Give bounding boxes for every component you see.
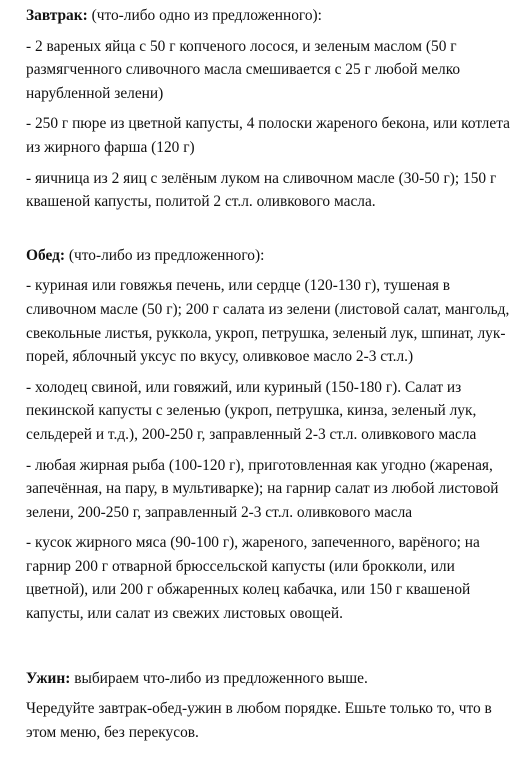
breakfast-option-3: - яичница из 2 яиц с зелёным луком на сливочном масле (30-50 г); 150 г квашеной капусты, политой 2 ст.л. оливкового масла. (26, 169, 497, 211)
lunch-option-2: - холодец свиной, или говяжий, или куриный (150-180 г). Салат из пекинской капусты с зеленью (укроп, петрушка, кинза, зеленый лук, сельдерей и т.д.), 200-250 г, заправленный 2-3 ст.л. оливкового масла (26, 378, 477, 443)
lunch-note: (что-либо из предложенного): (65, 246, 265, 264)
breakfast-option-2: - 250 г пюре из цветной капусты, 4 полоски жареного бекона, или котлета из жирного фарша (120 г) (26, 115, 510, 156)
section-spacer (26, 221, 519, 244)
breakfast-label: Завтрак: (26, 7, 88, 24)
lunch-option-1: - куриная или говяжья печень, или сердце (120-130 г), тушеная в сливочном масле (50 г); 200 г салата из зелени (листовой салат, мангольд, свекольные листья, руккола, укроп, петрушка, зеленый лук, шпинат, лук-порей, яблочный уксус по вкусу, оливковое масло 2-3 ст.л.) (26, 277, 510, 366)
dinner-label: Ужин: (26, 669, 71, 687)
lunch-option-4: - кусок жирного мяса (90-100 г), жареного, запеченного, варёного; на гарнир 200 г отварной брюссельской капусты (или брокколи, или цветной), или 200 г обжаренных колец кабачка, или 150 г квашеной капусты, или салат из свежих листовых овощей. (26, 534, 480, 623)
section-spacer (26, 633, 519, 667)
lunch-label: Обед: (26, 246, 66, 264)
lunch-heading (26, 244, 519, 268)
breakfast-note: (что-либо одно из предложенного): (87, 7, 322, 24)
breakfast-option-1: - 2 вареных яйца с 50 г копченого лосося, и зеленым маслом (50 г размягченного сливочного масла смешивается с 25 г любой мелко нарубленной зелени) (26, 37, 461, 102)
breakfast-heading (26, 4, 519, 28)
closing-instruction: Чередуйте завтрак-обед-ужин в любом порядке. Ешьте только то, что в этом меню, без перекусов. (26, 700, 492, 741)
dinner-heading (26, 667, 519, 691)
dinner-note: выбираем что-либо из предложенного выше. (70, 669, 368, 687)
lunch-option-3: - любая жирная рыба (100-120 г), приготовленная как угодно (жареная, запечённая, на пару, в мультиварке); на гарнир салат из любой листовой зелени, 200-250 г, заправленный 2-3 ст.л. оливкового масла (26, 456, 499, 521)
